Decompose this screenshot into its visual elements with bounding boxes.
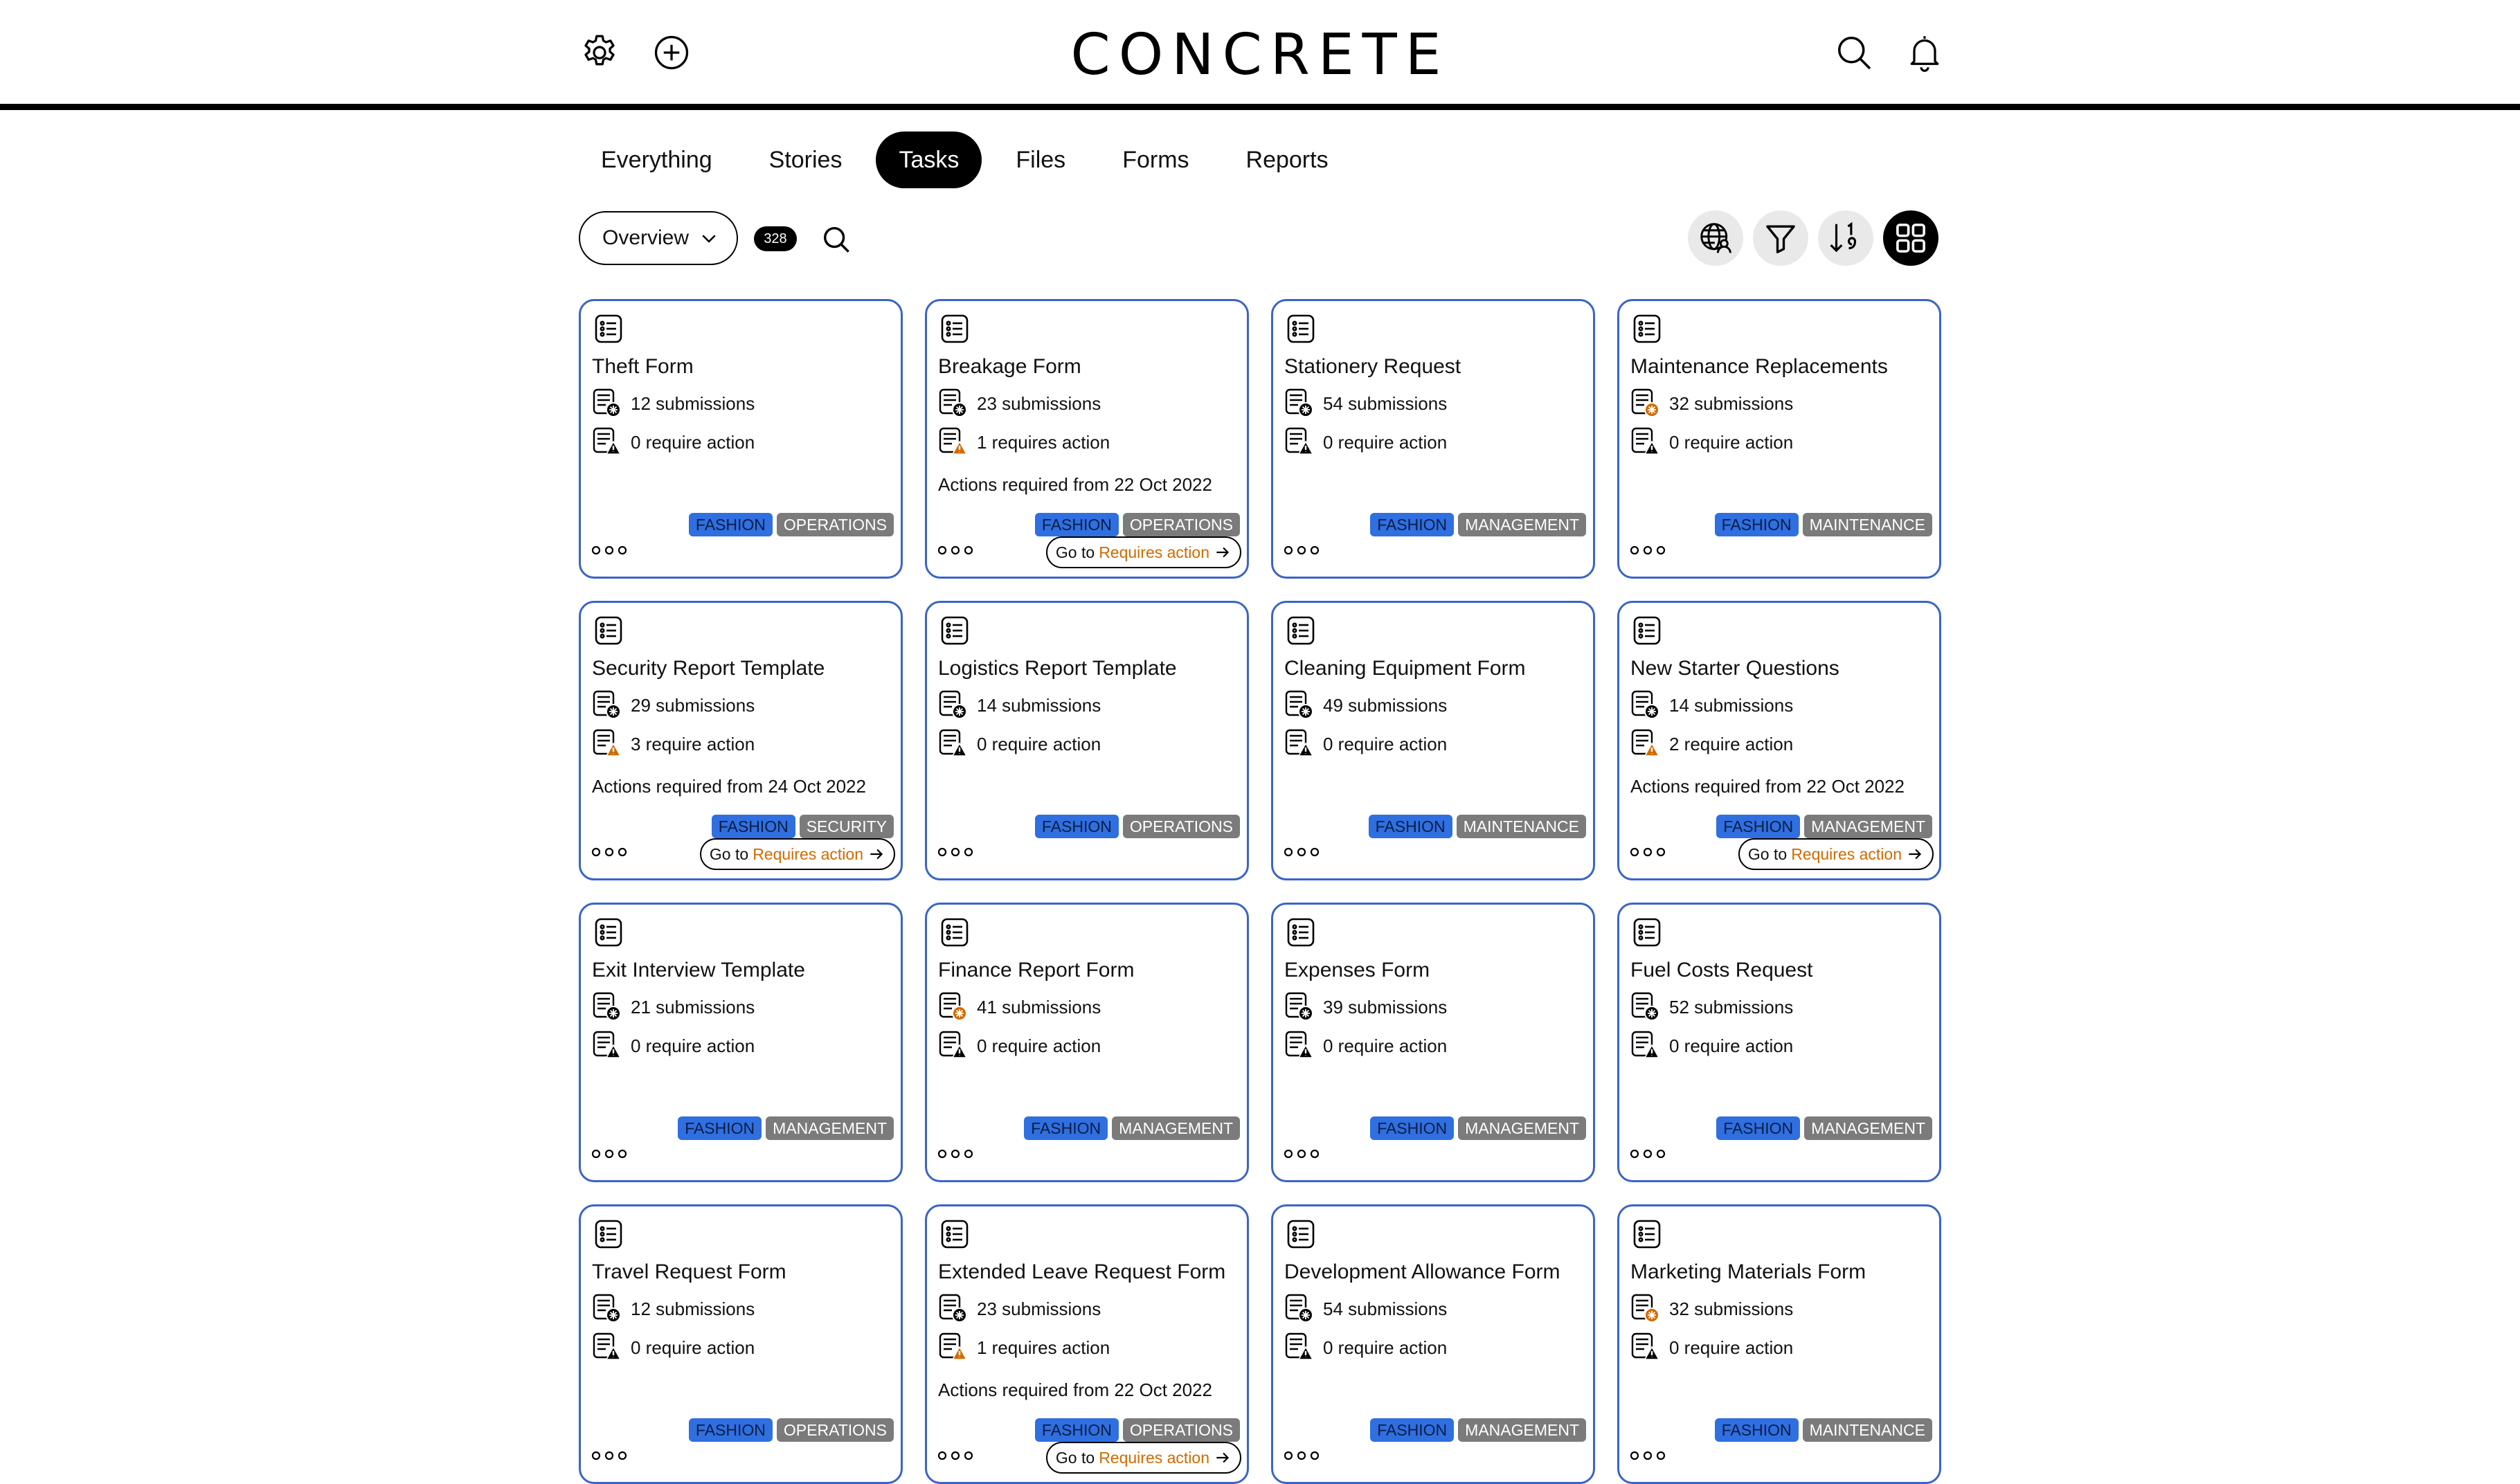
- submissions-count: 29 submissions: [631, 694, 755, 716]
- card-title[interactable]: Cleaning Equipment Form: [1284, 657, 1526, 680]
- submissions-row: [1629, 689, 1793, 722]
- actions-count: 0 require action: [1323, 1035, 1448, 1056]
- submissions-row: [1629, 387, 1793, 420]
- tag[interactable]: MAINTENANCE: [1803, 1418, 1932, 1442]
- submissions-count: 12 submissions: [631, 392, 755, 414]
- tag[interactable]: OPERATIONS: [1123, 513, 1240, 536]
- count-badge: 328: [754, 226, 797, 251]
- tag[interactable]: FASHION: [1716, 1116, 1800, 1140]
- actions-required-note: Actions required from 22 Oct 2022: [1630, 776, 1905, 797]
- submissions-row: [1629, 1292, 1793, 1325]
- task-card[interactable]: [925, 601, 1249, 880]
- tag-list: [1366, 1116, 1586, 1140]
- view-select-dropdown[interactable]: [579, 211, 738, 265]
- submissions-icon: [937, 387, 970, 420]
- actions-count: 1 requires action: [977, 431, 1110, 453]
- card-title[interactable]: Extended Leave Request Form: [938, 1260, 1226, 1283]
- submissions-row: [591, 387, 755, 420]
- actions-count: 0 require action: [1323, 431, 1448, 453]
- actions-row: [937, 1029, 1101, 1062]
- tag-list: [685, 513, 894, 536]
- more-options-icon[interactable]: [1629, 543, 1666, 557]
- task-card[interactable]: [579, 1204, 903, 1484]
- submissions-count: 54 submissions: [1323, 392, 1448, 414]
- card-title[interactable]: Security Report Template: [592, 657, 825, 680]
- action-icon: [1629, 1029, 1662, 1062]
- tab-stories[interactable]: Stories: [768, 147, 843, 173]
- action-icon: [591, 1029, 624, 1062]
- submissions-icon: [937, 1292, 970, 1325]
- warning-icon: [937, 1331, 970, 1364]
- actions-row: [591, 1331, 755, 1364]
- actions-row: [591, 426, 755, 459]
- more-options-icon[interactable]: [591, 845, 628, 859]
- card-title[interactable]: Finance Report Form: [938, 959, 1135, 981]
- sort-icon: [1827, 219, 1864, 257]
- tag-list: [1711, 1418, 1932, 1442]
- submissions-row: [937, 387, 1101, 420]
- form-icon: [592, 1218, 625, 1251]
- actions-required-note: Actions required from 24 Oct 2022: [592, 776, 866, 797]
- tag-list: [1366, 513, 1586, 536]
- actions-row: [591, 1029, 755, 1062]
- submissions-row: [937, 1292, 1101, 1325]
- card-title[interactable]: Expenses Form: [1284, 959, 1430, 981]
- actions-count: 0 require action: [631, 1035, 755, 1056]
- tag[interactable]: OPERATIONS: [777, 513, 894, 536]
- app-logo[interactable]: CONCRETE: [1070, 22, 1450, 88]
- submissions-icon: [1629, 387, 1662, 420]
- form-icon: [938, 614, 971, 647]
- tag-list: [1365, 815, 1586, 838]
- arrow-right-icon: [1902, 845, 1924, 863]
- submissions-icon: [591, 689, 624, 722]
- actions-count: 0 require action: [977, 1035, 1101, 1056]
- more-options-icon[interactable]: [1283, 845, 1320, 859]
- tag[interactable]: FASHION: [678, 1116, 762, 1140]
- tag[interactable]: FASHION: [689, 1418, 773, 1442]
- more-options-icon[interactable]: [591, 1449, 628, 1463]
- tag[interactable]: FASHION: [1716, 815, 1800, 838]
- submissions-row: [1283, 387, 1447, 420]
- task-card[interactable]: [1617, 601, 1941, 880]
- section-tabs: [578, 132, 1362, 188]
- submissions-row: [1283, 689, 1447, 722]
- tag[interactable]: SECURITY: [800, 815, 894, 838]
- form-icon: [1284, 614, 1317, 647]
- action-icon: [591, 426, 624, 459]
- task-card[interactable]: [1271, 1204, 1595, 1484]
- submissions-icon: [1283, 1292, 1316, 1325]
- more-options-icon[interactable]: [1629, 1147, 1666, 1161]
- submissions-count: 39 submissions: [1323, 996, 1448, 1017]
- actions-row: [1283, 727, 1447, 761]
- task-card[interactable]: [579, 601, 903, 880]
- card-title[interactable]: New Starter Questions: [1630, 657, 1839, 680]
- more-options-icon[interactable]: [1629, 1449, 1666, 1463]
- submissions-icon: [1283, 990, 1316, 1024]
- form-icon: [1284, 312, 1317, 345]
- action-icon: [591, 1331, 624, 1364]
- tag-list: [1711, 513, 1932, 536]
- tag-list: [1031, 1418, 1240, 1442]
- action-icon: [1283, 727, 1316, 761]
- actions-row: [937, 426, 1110, 459]
- action-icon: [1283, 1029, 1316, 1062]
- actions-row: [591, 727, 755, 761]
- tag[interactable]: OPERATIONS: [777, 1418, 894, 1442]
- action-icon: [1629, 426, 1662, 459]
- submissions-row: [591, 990, 755, 1024]
- tag[interactable]: MANAGEMENT: [1112, 1116, 1240, 1140]
- form-icon: [938, 1218, 971, 1251]
- submissions-icon: [591, 990, 624, 1024]
- tag-list: [685, 1418, 894, 1442]
- goto-prefix: Go to: [1055, 543, 1095, 561]
- tag-list: [708, 815, 894, 838]
- actions-count: 0 require action: [1323, 733, 1448, 754]
- arrow-right-icon: [1209, 1449, 1232, 1467]
- submissions-row: [1283, 1292, 1447, 1325]
- actions-count: 0 require action: [1669, 1035, 1794, 1056]
- actions-count: 0 require action: [631, 1337, 755, 1358]
- tag[interactable]: FASHION: [1715, 513, 1799, 536]
- tag[interactable]: FASHION: [1369, 815, 1452, 838]
- tag[interactable]: FASHION: [1035, 1418, 1119, 1442]
- actions-count: 2 require action: [1669, 733, 1794, 754]
- actions-row: [1283, 1029, 1447, 1062]
- tag-list: [1031, 513, 1240, 536]
- goto-requires-action-button[interactable]: [1046, 536, 1241, 568]
- grid-view-button[interactable]: [1883, 210, 1938, 266]
- bell-icon[interactable]: [1898, 26, 1951, 79]
- submissions-icon: [937, 990, 970, 1024]
- actions-count: 0 require action: [1323, 1337, 1448, 1358]
- search-icon[interactable]: [1828, 26, 1880, 79]
- more-options-icon[interactable]: [1283, 543, 1320, 557]
- tag[interactable]: FASHION: [712, 815, 795, 838]
- more-options-icon[interactable]: [591, 1147, 628, 1161]
- submissions-icon: [1629, 689, 1662, 722]
- tag[interactable]: MANAGEMENT: [1458, 513, 1586, 536]
- submissions-row: [937, 990, 1101, 1024]
- actions-row: [1629, 1331, 1793, 1364]
- action-icon: [937, 727, 970, 761]
- action-icon: [937, 1029, 970, 1062]
- form-icon: [1630, 614, 1664, 647]
- submissions-count: 23 submissions: [977, 1298, 1101, 1319]
- header-divider: [0, 104, 2520, 110]
- tag[interactable]: MANAGEMENT: [766, 1116, 894, 1140]
- form-icon: [1630, 312, 1664, 345]
- goto-prefix: Go to: [709, 844, 749, 863]
- submissions-count: 32 submissions: [1669, 392, 1794, 414]
- task-card[interactable]: [1617, 1204, 1941, 1484]
- card-title[interactable]: Logistics Report Template: [938, 657, 1177, 680]
- submissions-count: 14 submissions: [1669, 694, 1794, 716]
- tag[interactable]: FASHION: [1035, 513, 1119, 536]
- sort-button[interactable]: [1818, 210, 1873, 266]
- tag-list: [1712, 815, 1932, 838]
- form-icon: [592, 916, 625, 949]
- form-icon: [1630, 916, 1664, 949]
- actions-count: 0 require action: [1669, 1337, 1794, 1358]
- actions-count: 3 require action: [631, 733, 755, 754]
- tag-list: [1366, 1418, 1586, 1442]
- submissions-icon: [1629, 990, 1662, 1024]
- tag[interactable]: FASHION: [689, 513, 773, 536]
- goto-requires-action-button[interactable]: [1046, 1442, 1241, 1474]
- more-options-icon[interactable]: [937, 543, 974, 557]
- actions-count: 0 require action: [977, 733, 1101, 754]
- submissions-icon: [1629, 1292, 1662, 1325]
- globe-user-icon: [1697, 219, 1734, 257]
- form-icon: [1284, 916, 1317, 949]
- actions-row: [1629, 727, 1793, 761]
- actions-required-note: Actions required from 22 Oct 2022: [938, 474, 1212, 495]
- tab-everything[interactable]: Everything: [601, 147, 712, 173]
- goto-prefix: Go to: [1055, 1448, 1095, 1467]
- card-title[interactable]: Theft Form: [592, 355, 694, 378]
- submissions-row: [591, 1292, 755, 1325]
- action-icon: [1283, 1331, 1316, 1364]
- submissions-row: [937, 689, 1101, 722]
- card-title[interactable]: Exit Interview Template: [592, 959, 805, 981]
- warning-icon: [591, 727, 624, 761]
- submissions-count: 14 submissions: [977, 694, 1101, 716]
- form-icon: [938, 916, 971, 949]
- tag-list: [674, 1116, 894, 1140]
- tag[interactable]: OPERATIONS: [1123, 1418, 1240, 1442]
- submissions-icon: [1283, 689, 1316, 722]
- arrow-right-icon: [1209, 543, 1232, 561]
- form-icon: [1630, 1218, 1664, 1251]
- form-icon: [592, 312, 625, 345]
- more-options-icon[interactable]: [1283, 1449, 1320, 1463]
- tag[interactable]: MANAGEMENT: [1458, 1116, 1586, 1140]
- toolbar-search-button[interactable]: [818, 221, 854, 257]
- tag[interactable]: MANAGEMENT: [1804, 815, 1932, 838]
- actions-required-note: Actions required from 22 Oct 2022: [938, 1379, 1212, 1400]
- actions-row: [937, 1331, 1110, 1364]
- card-title[interactable]: Travel Request Form: [592, 1260, 786, 1283]
- task-card[interactable]: [579, 903, 903, 1182]
- submissions-icon: [937, 689, 970, 722]
- arrow-right-icon: [863, 845, 885, 863]
- more-options-icon[interactable]: [937, 1449, 974, 1463]
- filter-icon: [1762, 219, 1799, 257]
- tag[interactable]: MAINTENANCE: [1803, 513, 1932, 536]
- filter-button[interactable]: [1753, 210, 1808, 266]
- submissions-row: [1283, 990, 1447, 1024]
- tag[interactable]: FASHION: [1024, 1116, 1108, 1140]
- more-options-icon[interactable]: [1629, 845, 1666, 859]
- card-title[interactable]: Development Allowance Form: [1284, 1260, 1560, 1283]
- goto-prefix: Go to: [1747, 844, 1788, 863]
- task-card[interactable]: [579, 299, 903, 579]
- task-card[interactable]: [925, 1204, 1249, 1484]
- submissions-row: [1629, 990, 1793, 1024]
- task-card[interactable]: [925, 299, 1249, 579]
- actions-row: [937, 727, 1101, 761]
- goto-accent: Requires action: [753, 844, 863, 863]
- card-title[interactable]: Stationery Request: [1284, 355, 1461, 378]
- form-icon: [592, 614, 625, 647]
- tab-reports[interactable]: Reports: [1245, 147, 1329, 173]
- actions-row: [1283, 1331, 1447, 1364]
- tab-files[interactable]: Files: [1016, 147, 1066, 173]
- submissions-count: 54 submissions: [1323, 1298, 1448, 1319]
- task-card[interactable]: [1271, 903, 1595, 1182]
- goto-accent: Requires action: [1099, 1448, 1209, 1467]
- tag-list: [1031, 815, 1240, 838]
- submissions-icon: [591, 387, 624, 420]
- tag[interactable]: OPERATIONS: [1123, 815, 1240, 838]
- more-options-icon[interactable]: [937, 1147, 974, 1161]
- tag[interactable]: FASHION: [1715, 1418, 1799, 1442]
- more-options-icon[interactable]: [1283, 1147, 1320, 1161]
- actions-count: 0 require action: [631, 431, 755, 453]
- tab-forms[interactable]: Forms: [1122, 147, 1189, 173]
- task-card[interactable]: [925, 903, 1249, 1182]
- tag[interactable]: MAINTENANCE: [1457, 815, 1586, 838]
- globe-user-button[interactable]: [1688, 210, 1743, 266]
- search-icon: [820, 224, 852, 255]
- action-icon: [1629, 1331, 1662, 1364]
- submissions-count: 32 submissions: [1669, 1298, 1794, 1319]
- submissions-count: 12 submissions: [631, 1298, 755, 1319]
- submissions-count: 23 submissions: [977, 392, 1101, 414]
- tag[interactable]: FASHION: [1370, 513, 1454, 536]
- submissions-icon: [1283, 387, 1316, 420]
- warning-icon: [937, 426, 970, 459]
- actions-row: [1629, 1029, 1793, 1062]
- form-icon: [938, 312, 971, 345]
- tag-list: [1020, 1116, 1240, 1140]
- task-card[interactable]: [1271, 601, 1595, 880]
- grid-view-icon: [1892, 219, 1929, 257]
- actions-count: 1 requires action: [977, 1337, 1110, 1358]
- more-options-icon[interactable]: [591, 543, 628, 557]
- goto-requires-action-button[interactable]: [700, 838, 895, 870]
- tab-tasks[interactable]: Tasks: [876, 132, 982, 188]
- card-title[interactable]: Maintenance Replacements: [1630, 355, 1888, 378]
- actions-count: 0 require action: [1669, 431, 1794, 453]
- goto-requires-action-button[interactable]: [1738, 838, 1934, 870]
- action-icon: [1283, 426, 1316, 459]
- tag[interactable]: FASHION: [1370, 1116, 1454, 1140]
- task-card[interactable]: [1617, 903, 1941, 1182]
- tag[interactable]: FASHION: [1035, 815, 1119, 838]
- submissions-count: 49 submissions: [1323, 694, 1448, 716]
- task-card[interactable]: [1271, 299, 1595, 579]
- submissions-count: 52 submissions: [1669, 996, 1794, 1017]
- tag[interactable]: MANAGEMENT: [1804, 1116, 1932, 1140]
- submissions-count: 21 submissions: [631, 996, 755, 1017]
- submissions-row: [591, 689, 755, 722]
- submissions-icon: [591, 1292, 624, 1325]
- warning-icon: [1629, 727, 1662, 761]
- tag-list: [1712, 1116, 1932, 1140]
- goto-accent: Requires action: [1099, 543, 1209, 561]
- task-card[interactable]: [1617, 299, 1941, 579]
- view-select-label: Overview: [602, 226, 690, 249]
- actions-row: [1283, 426, 1447, 459]
- card-title[interactable]: Marketing Materials Form: [1630, 1260, 1866, 1283]
- card-title[interactable]: Breakage Form: [938, 355, 1081, 378]
- submissions-count: 41 submissions: [977, 996, 1101, 1017]
- tag[interactable]: FASHION: [1370, 1418, 1454, 1442]
- tag[interactable]: MANAGEMENT: [1458, 1418, 1586, 1442]
- actions-row: [1629, 426, 1793, 459]
- card-title[interactable]: Fuel Costs Request: [1630, 959, 1813, 981]
- more-options-icon[interactable]: [937, 845, 974, 859]
- chevron-down-icon: [699, 228, 719, 248]
- goto-accent: Requires action: [1791, 844, 1902, 863]
- form-icon: [1284, 1218, 1317, 1251]
- app-header: [0, 0, 2520, 111]
